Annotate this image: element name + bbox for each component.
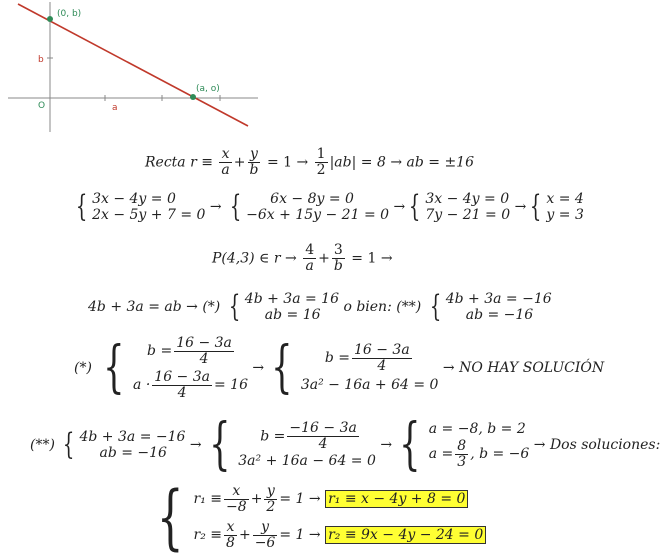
frac-4-a: $\frac{4}{a}$ — [305, 242, 315, 274]
solutions-system: { a = −8, b = 2 a = $\frac{8}{3}$ , b = −6 — [399, 412, 530, 477]
two-solutions: → Dos soluciones: — [533, 437, 660, 453]
system-1: { 3x − 4y = 0 2x − 5y + 7 = 0 — [75, 189, 206, 224]
equation-line-1: Recta r ≡ $\frac{x}{a}$ + $\frac{y}{b}$ = 1 → $\frac{1}{2}$ |ab| = 8 → ab = ±16 — [145, 146, 474, 178]
system-4: { x = 4 y = 3 — [530, 189, 584, 224]
frac-y-b: $\frac{y}{b}$ — [249, 146, 259, 178]
point-0-b — [47, 16, 53, 22]
axis-label-a: a — [112, 103, 118, 113]
point-a-0 — [190, 94, 196, 100]
frac-x-a: $\frac{x}{a}$ — [221, 146, 230, 178]
final-lines-system: { r₁ ≡ $\frac{x}{-8}$ + $\frac{y}{2}$ = 1 → r₁ ≡ x − 4y + 8 = 0 r₂ ≡ $\frac{x}{8}$ + $\frac{y}{-6}$ = 1 → r₂ ≡ 9x − 4y − 24 = 0 — [148, 481, 486, 553]
result-r1: r₁ ≡ x − 4y + 8 = 0 — [325, 490, 468, 508]
result-r2: r₂ ≡ 9x − 4y − 24 = 0 — [325, 526, 486, 544]
equation-line-5: (*) { b = $\frac{16 - 3a}{4}$ a · $\frac{16 - 3a}{4}$ = 16 → { b = $\frac{16 - 3a}{4}$ 3a² − 16a + 64 = 0 → NO HAY SOLUCIÓN — [74, 334, 605, 401]
equation-line-6: (**) { 4b + 3a = −16 ab = −16 → { b = $\frac{-16 - 3a}{4}$ 3a² + 16a − 64 = 0 → { a = −8, b = 2 a = $\frac{8}{3}$ , b = −6 → Dos soluciones: — [30, 412, 660, 477]
o-bien: o bien: (**) — [343, 299, 422, 315]
line-graph-figure — [0, 0, 260, 135]
point2-label: (a, o) — [196, 84, 220, 94]
no-solution: → NO HAY SOLUCIÓN — [442, 360, 605, 376]
recta-word: Recta — [145, 154, 186, 171]
frac-1-2: $\frac{1}{2}$ — [316, 146, 326, 178]
equation-line-2: { 3x − 4y = 0 2x − 5y + 7 = 0 → { 6x − 8y = 0 −6x + 15y − 21 = 0 → { 3x − 4y = 0 7y − 21 = 0 → { x = 4 y = 3 — [72, 191, 584, 223]
eq-end: = 1 → — [351, 250, 393, 267]
case-double-star: (**) — [30, 437, 55, 453]
system-minus: { 4b + 3a = −16 ab = −16 — [429, 289, 552, 324]
equation-line-7 — [148, 476, 486, 558]
origin-label: O — [38, 101, 46, 111]
system-3: { 3x − 4y = 0 7y − 21 = 0 — [409, 189, 511, 224]
point1-label: (0, b) — [57, 9, 82, 19]
case-star: (*) — [74, 360, 92, 376]
abs-ab: |ab| = 8 → ab = ±16 — [329, 154, 474, 171]
case-double-star-system-2: { b = $\frac{-16 - 3a}{4}$ 3a² + 16a − 64 = 0 — [208, 412, 376, 477]
axis-label-b: b — [38, 55, 44, 65]
frac-3-b: $\frac{3}{b}$ — [333, 242, 343, 274]
case-star-system: { b = $\frac{16 - 3a}{4}$ a · $\frac{16 - 3a}{4}$ = 16 — [103, 334, 248, 401]
system-2: { 6x − 8y = 0 −6x + 15y − 21 = 0 — [229, 189, 390, 224]
ab-relation: 4b + 3a = ab → (*) — [88, 299, 221, 315]
equation-line-4 — [88, 291, 552, 323]
case-double-star-system: { 4b + 3a = −16 ab = −16 — [63, 427, 186, 462]
system-plus: { 4b + 3a = 16 ab = 16 — [228, 289, 339, 324]
case-star-system-2: { b = $\frac{16 - 3a}{4}$ 3a² − 16a + 64 = 0 — [271, 335, 439, 400]
line-r — [18, 4, 248, 126]
equation-line-3: P(4,3) ∈ r → $\frac{4}{a}$ + $\frac{3}{b}$ = 1 → — [212, 242, 393, 274]
eq-mid: = 1 → — [266, 154, 309, 171]
r-equiv: r ≡ — [190, 154, 213, 171]
point-p: P(4,3) ∈ r → — [212, 250, 297, 267]
